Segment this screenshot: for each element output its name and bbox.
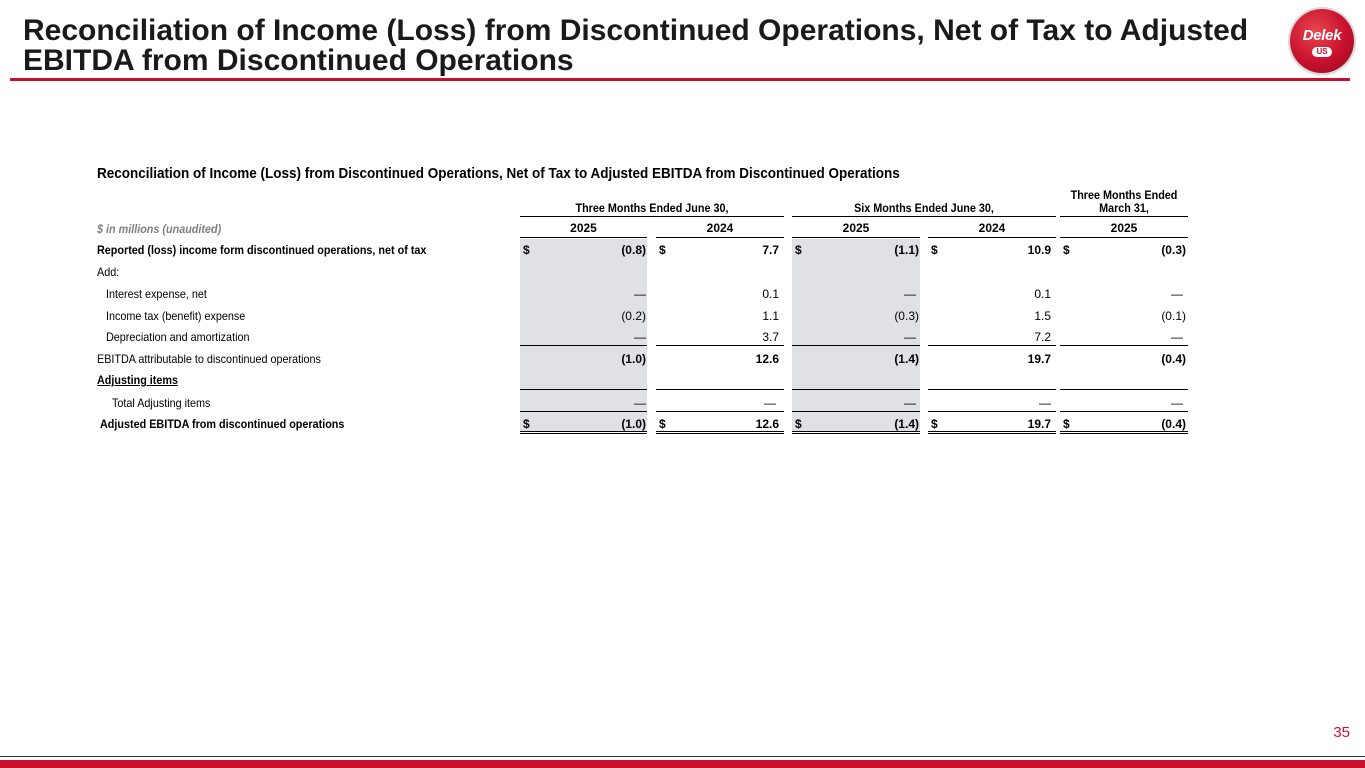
subtotal-rule — [928, 345, 1056, 346]
total-rule — [792, 411, 920, 412]
cell-value: 7.7 — [762, 243, 779, 257]
cell-value: — — [904, 287, 916, 301]
row-label: Total Adjusting items — [112, 396, 211, 410]
total-rule — [520, 411, 647, 412]
section-heading: Adjusting items — [97, 373, 179, 387]
cell-value: (0.1) — [1161, 309, 1186, 323]
page-number: 35 — [1333, 724, 1350, 741]
title-divider — [10, 78, 1350, 81]
cell-value: 7.2 — [1034, 330, 1051, 344]
cell-value: (0.8) — [621, 243, 646, 257]
cell-value: 1.5 — [1034, 309, 1051, 323]
section-rule — [792, 389, 920, 390]
group-header: Three Months Ended June 30, — [575, 201, 729, 215]
row-label: Reported (loss) income form discontinued operations, net of tax — [97, 243, 427, 257]
section-rule — [520, 389, 647, 390]
cell-value: — — [634, 287, 646, 301]
cell-value: 19.7 — [1027, 352, 1051, 366]
year-rule — [1060, 237, 1188, 238]
cell-value: — — [634, 330, 646, 344]
subtotal-rule — [656, 345, 784, 346]
currency-symbol: $ — [1063, 417, 1070, 431]
double-rule — [792, 431, 920, 434]
cell-value: — — [1171, 287, 1183, 301]
double-rule — [928, 431, 1056, 434]
cell-value: 0.1 — [762, 287, 779, 301]
year-rule — [792, 237, 920, 238]
total-rule — [1060, 411, 1188, 412]
currency-symbol: $ — [795, 243, 802, 257]
cell-value: 19.7 — [1027, 417, 1051, 431]
section-rule — [656, 389, 784, 390]
footer-bar — [0, 760, 1365, 768]
cell-value: 12.6 — [755, 352, 779, 366]
cell-value: — — [904, 396, 916, 410]
cell-value: (0.2) — [621, 309, 646, 323]
year-header: 2025 — [842, 221, 870, 235]
row-label: Adjusted EBITDA from discontinued operations — [100, 417, 345, 431]
logo-wordmark: Delek — [1302, 27, 1342, 44]
units-label: $ in millions (unaudited) — [97, 222, 222, 236]
currency-symbol: $ — [523, 417, 530, 431]
currency-symbol: $ — [523, 243, 530, 257]
cell-value: 3.7 — [762, 330, 779, 344]
currency-symbol: $ — [795, 417, 802, 431]
subtotal-rule — [792, 345, 920, 346]
year-header: 2024 — [978, 221, 1006, 235]
row-label: Interest expense, net — [106, 287, 207, 301]
year-rule — [928, 237, 1056, 238]
header-rule — [520, 216, 784, 217]
year-rule — [656, 237, 784, 238]
cell-value: (0.3) — [1161, 243, 1186, 257]
row-label: Depreciation and amortization — [106, 330, 250, 344]
double-rule — [520, 431, 647, 434]
cell-value: (1.1) — [894, 243, 919, 257]
group-header: Six Months Ended June 30, — [854, 201, 994, 215]
currency-symbol: $ — [659, 417, 666, 431]
cell-value: 0.1 — [1034, 287, 1051, 301]
cell-value: 12.6 — [755, 417, 779, 431]
cell-value: — — [634, 396, 646, 410]
cell-value: — — [1171, 396, 1183, 410]
subtotal-rule — [1060, 345, 1188, 346]
cell-value: (1.4) — [894, 352, 919, 366]
cell-value: (0.3) — [894, 309, 919, 323]
cell-value: (1.0) — [621, 352, 646, 366]
group-header: Three Months Ended March 31, — [1070, 188, 1178, 215]
slide-title: Reconciliation of Income (Loss) from Discontinued Operations, Net of Tax to Adjusted EBITDA from Discontinued Operations — [23, 14, 1249, 77]
cell-value: (0.4) — [1161, 417, 1186, 431]
table-title: Reconciliation of Income (Loss) from Discontinued Operations, Net of Tax to Adjusted EBITDA from Discontinued Operations — [97, 165, 900, 182]
double-rule — [1060, 431, 1188, 434]
footer-line — [0, 756, 1365, 757]
currency-symbol: $ — [931, 243, 938, 257]
logo-us-badge: US — [1312, 47, 1332, 57]
cell-value: — — [1171, 330, 1183, 344]
year-rule — [520, 237, 647, 238]
cell-value: — — [904, 330, 916, 344]
row-label: EBITDA attributable to discontinued operations — [97, 352, 321, 366]
cell-value: (1.0) — [621, 417, 646, 431]
cell-value: — — [1039, 396, 1051, 410]
total-rule — [656, 411, 784, 412]
row-label: Income tax (benefit) expense — [106, 309, 246, 323]
year-header: 2025 — [570, 221, 597, 235]
subtotal-rule — [520, 345, 647, 346]
double-rule — [656, 431, 784, 434]
cell-value: 10.9 — [1027, 243, 1051, 257]
row-label: Add: — [97, 265, 120, 279]
cell-value: — — [764, 396, 776, 410]
section-rule — [928, 389, 1056, 390]
year-header: 2025 — [1110, 221, 1138, 235]
total-rule — [928, 411, 1056, 412]
currency-symbol: $ — [931, 417, 938, 431]
header-rule — [792, 216, 1056, 217]
header-rule — [1060, 216, 1188, 217]
cell-value: (0.4) — [1161, 352, 1186, 366]
year-header: 2024 — [706, 221, 734, 235]
section-rule — [1060, 389, 1188, 390]
currency-symbol: $ — [1063, 243, 1070, 257]
currency-symbol: $ — [659, 243, 666, 257]
delek-logo — [1290, 9, 1354, 73]
cell-value: (1.4) — [894, 417, 919, 431]
cell-value: 1.1 — [762, 309, 779, 323]
